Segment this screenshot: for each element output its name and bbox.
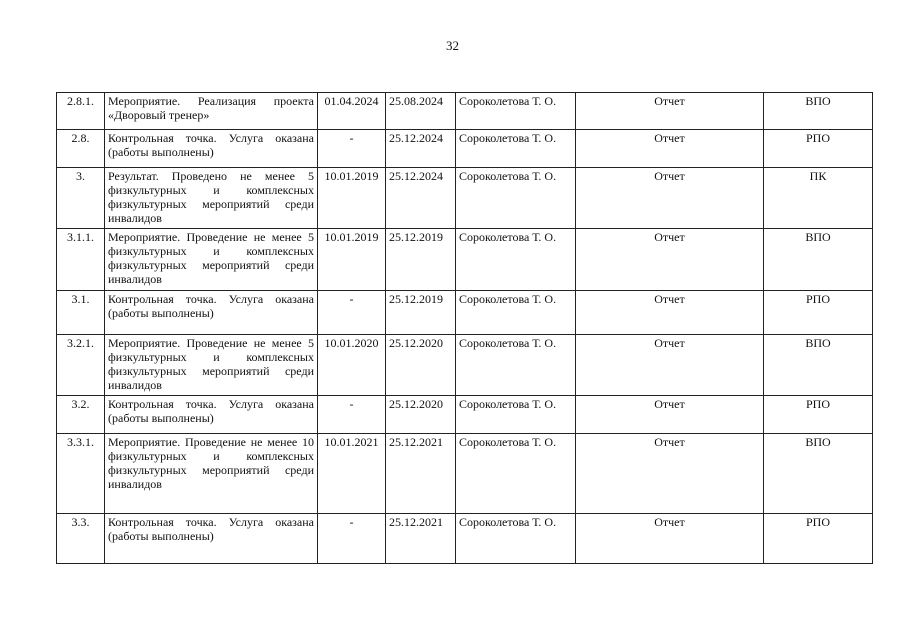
row-end-date: 25.12.2021: [386, 514, 456, 564]
row-number: 3.: [57, 168, 105, 229]
row-control-level: РПО: [764, 396, 873, 434]
row-start-date: -: [318, 396, 386, 434]
row-responsible: Сороколетова Т. О.: [456, 93, 576, 130]
table-row: [57, 396, 873, 434]
table-row: [57, 168, 873, 229]
row-number: 3.3.: [57, 514, 105, 564]
row-end-date: 25.12.2019: [386, 291, 456, 335]
row-name: Контрольная точка. Услуга оказана (работы выполнены): [105, 291, 318, 335]
row-number: 3.2.: [57, 396, 105, 434]
row-control-level: РПО: [764, 291, 873, 335]
row-responsible: Сороколетова Т. О.: [456, 396, 576, 434]
row-control-level: ВПО: [764, 335, 873, 396]
row-responsible: Сороколетова Т. О.: [456, 130, 576, 168]
row-report-type: Отчет: [576, 335, 764, 396]
row-report-type: Отчет: [576, 93, 764, 130]
table-row: [57, 291, 873, 335]
row-report-type: Отчет: [576, 514, 764, 564]
row-number: 3.2.1.: [57, 335, 105, 396]
row-name: Контрольная точка. Услуга оказана (работы выполнены): [105, 514, 318, 564]
row-start-date: -: [318, 514, 386, 564]
row-report-type: Отчет: [576, 229, 764, 291]
row-control-level: РПО: [764, 514, 873, 564]
row-responsible: Сороколетова Т. О.: [456, 514, 576, 564]
row-end-date: 25.12.2019: [386, 229, 456, 291]
row-end-date: 25.08.2024: [386, 93, 456, 130]
row-name: Контрольная точка. Услуга оказана (работы выполнены): [105, 130, 318, 168]
row-start-date: 10.01.2021: [318, 434, 386, 514]
table-row: [57, 229, 873, 291]
table-row: [57, 434, 873, 514]
table-row: [57, 130, 873, 168]
table-row: [57, 514, 873, 564]
row-report-type: Отчет: [576, 396, 764, 434]
row-name: Мероприятие. Проведение не менее 10 физкультурных и комплексных физкультурных мероприятий среди инвалидов: [105, 434, 318, 514]
row-start-date: -: [318, 291, 386, 335]
row-name: Мероприятие. Проведение не менее 5 физкультурных и комплексных физкультурных мероприятий среди инвалидов: [105, 335, 318, 396]
table-row: [57, 93, 873, 130]
row-number: 3.3.1.: [57, 434, 105, 514]
row-report-type: Отчет: [576, 130, 764, 168]
row-start-date: 10.01.2019: [318, 229, 386, 291]
row-number: 3.1.1.: [57, 229, 105, 291]
row-report-type: Отчет: [576, 434, 764, 514]
row-control-level: ПК: [764, 168, 873, 229]
row-responsible: Сороколетова Т. О.: [456, 434, 576, 514]
row-end-date: 25.12.2020: [386, 396, 456, 434]
plan-table: [56, 92, 873, 564]
row-responsible: Сороколетова Т. О.: [456, 291, 576, 335]
row-start-date: 01.04.2024: [318, 93, 386, 130]
row-report-type: Отчет: [576, 291, 764, 335]
row-start-date: -: [318, 130, 386, 168]
table-row: [57, 335, 873, 396]
row-end-date: 25.12.2021: [386, 434, 456, 514]
page-number: 32: [446, 38, 459, 53]
row-name: Результат. Проведено не менее 5 физкультурных и комплексных физкультурных мероприятий среди инвалидов: [105, 168, 318, 229]
row-responsible: Сороколетова Т. О.: [456, 168, 576, 229]
row-responsible: Сороколетова Т. О.: [456, 335, 576, 396]
row-end-date: 25.12.2020: [386, 335, 456, 396]
row-control-level: ВПО: [764, 93, 873, 130]
row-start-date: 10.01.2019: [318, 168, 386, 229]
row-number: 2.8.: [57, 130, 105, 168]
row-end-date: 25.12.2024: [386, 168, 456, 229]
row-control-level: ВПО: [764, 229, 873, 291]
row-report-type: Отчет: [576, 168, 764, 229]
row-name: Мероприятие. Проведение не менее 5 физкультурных и комплексных физкультурных мероприятий среди инвалидов: [105, 229, 318, 291]
row-control-level: РПО: [764, 130, 873, 168]
row-name: Контрольная точка. Услуга оказана (работы выполнены): [105, 396, 318, 434]
row-start-date: 10.01.2020: [318, 335, 386, 396]
row-end-date: 25.12.2024: [386, 130, 456, 168]
row-number: 3.1.: [57, 291, 105, 335]
row-number: 2.8.1.: [57, 93, 105, 130]
row-name: Мероприятие. Реализация проекта «Дворовый тренер»: [105, 93, 318, 130]
row-control-level: ВПО: [764, 434, 873, 514]
row-responsible: Сороколетова Т. О.: [456, 229, 576, 291]
